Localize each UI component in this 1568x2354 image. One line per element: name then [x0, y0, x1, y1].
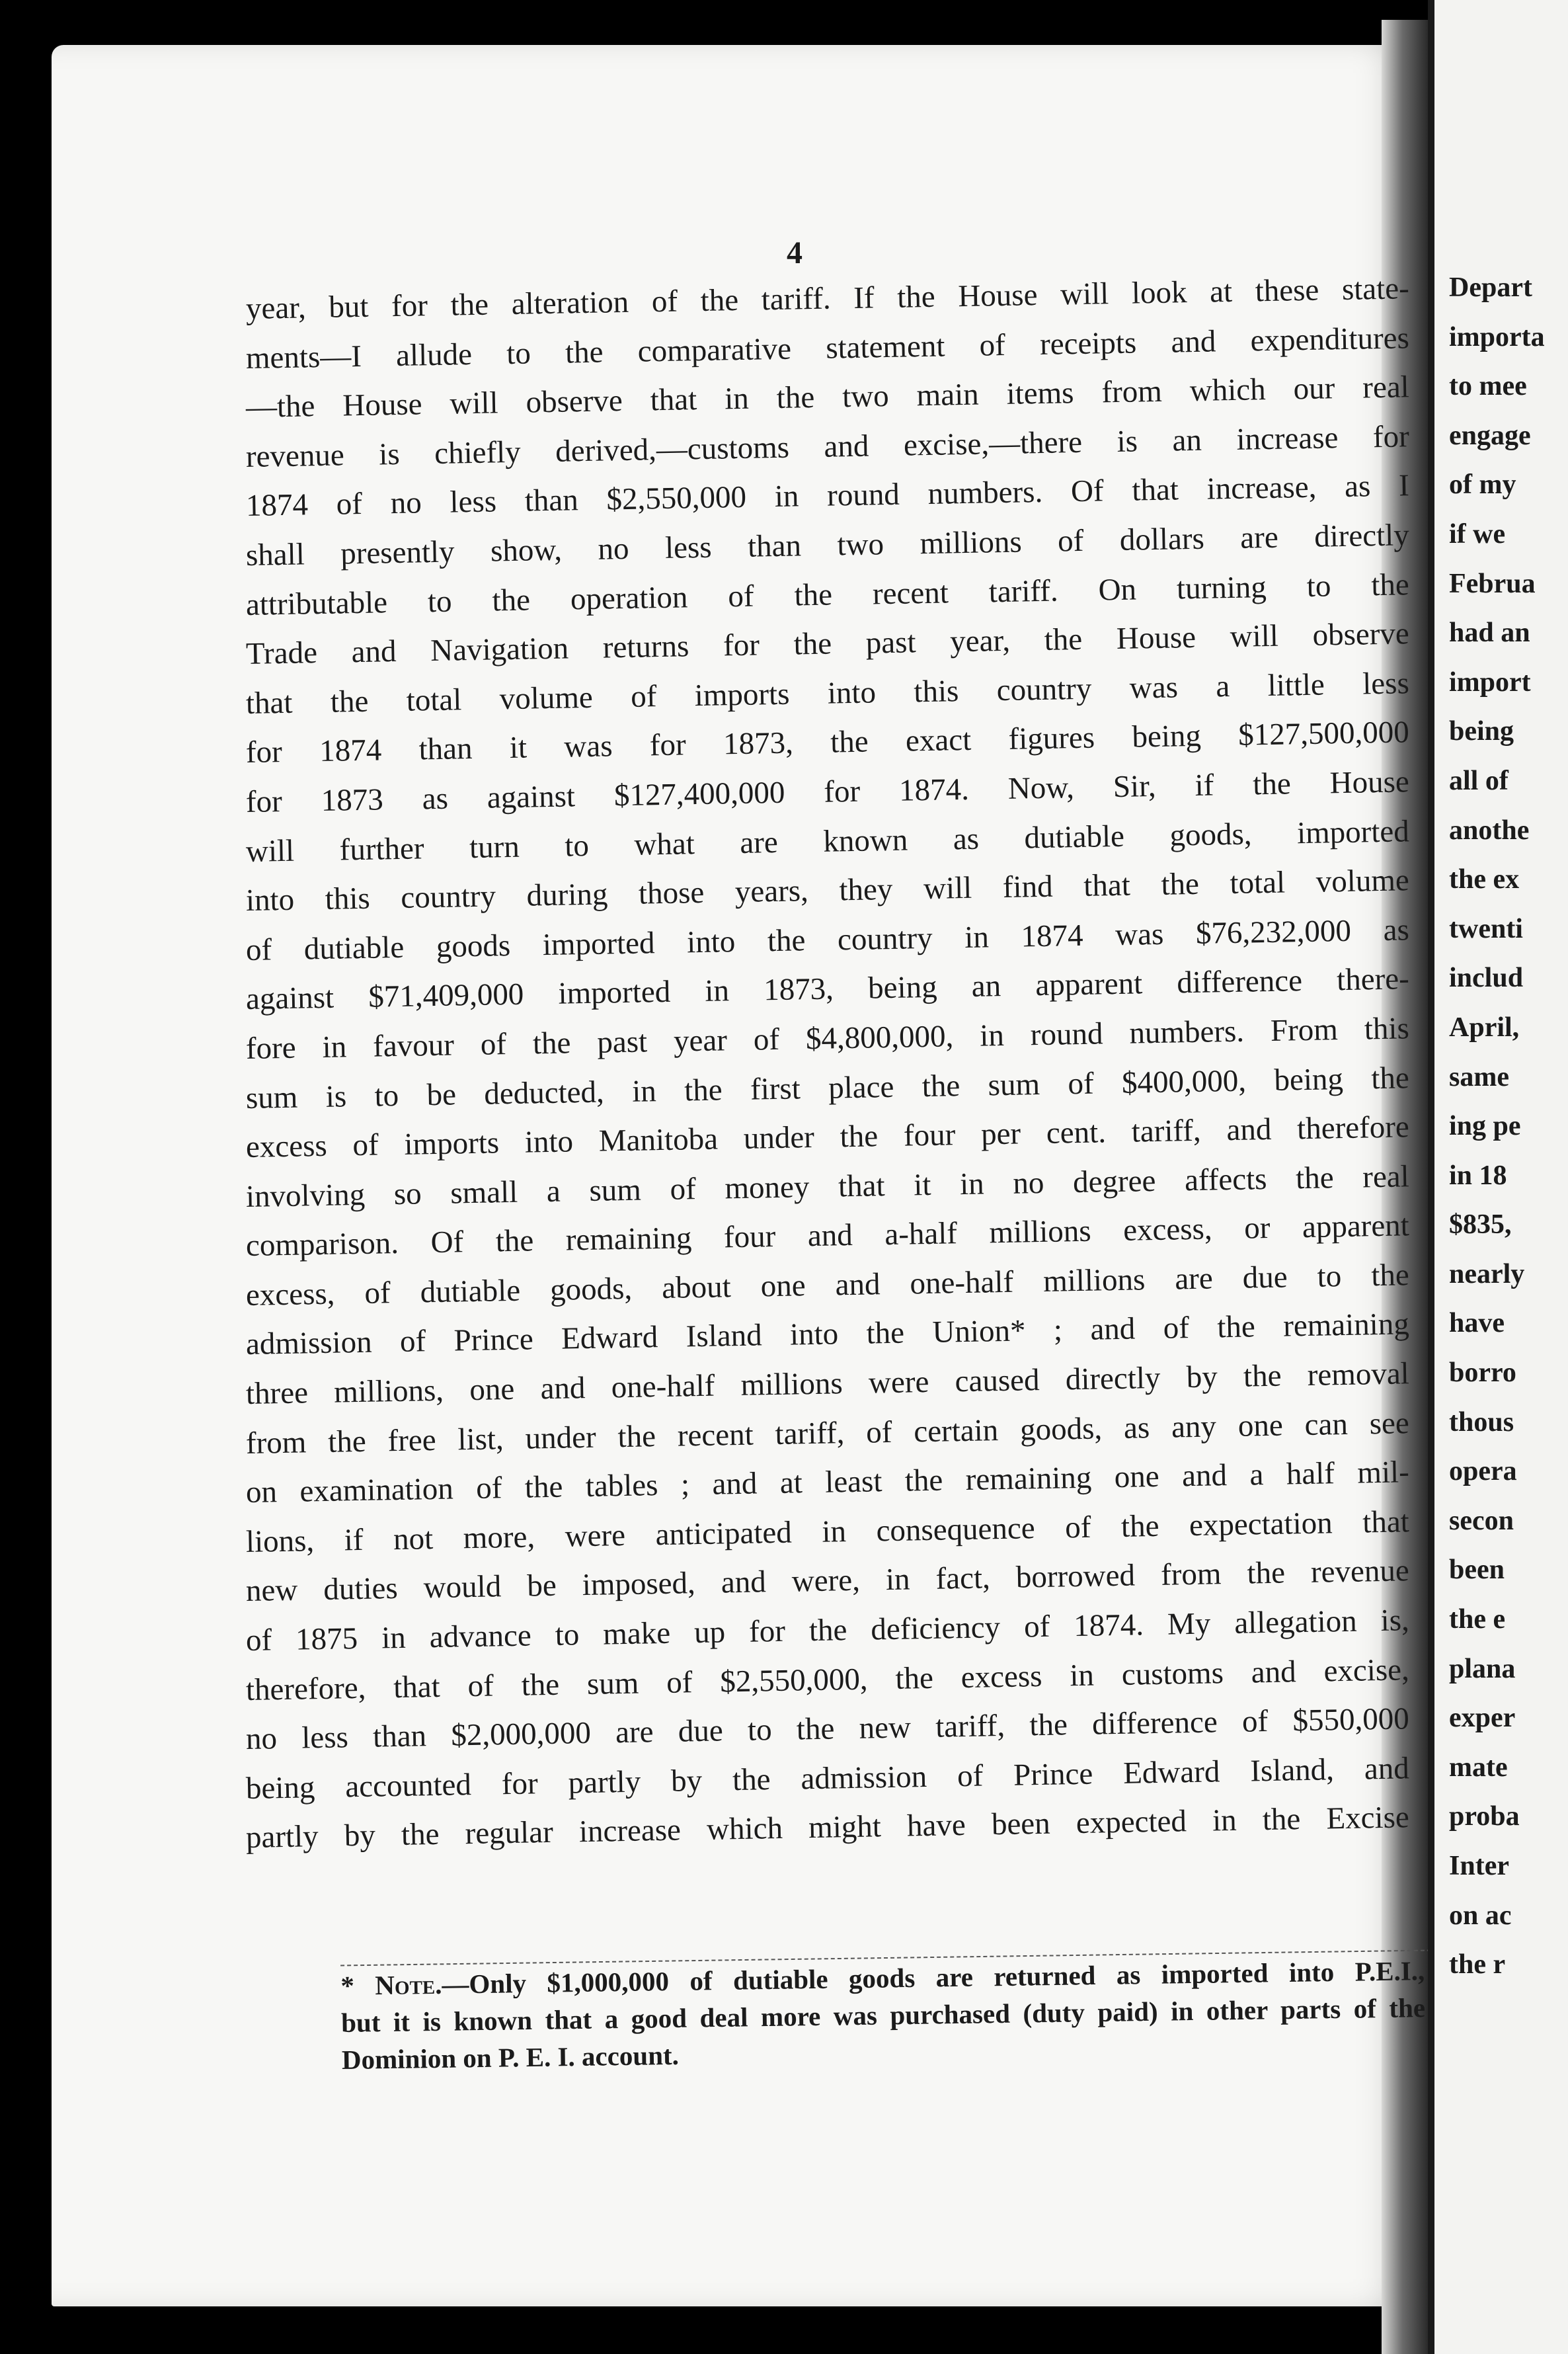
text-line: excess, of dutiable goods, about one and one-half millions are due to the [245, 1258, 1410, 1313]
text-line: lions, if not more, were anticipated in consequence of the expectation that [245, 1504, 1410, 1559]
footnote-label: Note. [375, 1968, 442, 2001]
text-line: excess of imports into Manitoba under the four per cent. tariff, and therefore [245, 1110, 1410, 1165]
facing-page-line: of my [1449, 469, 1516, 501]
text-line: partly by the regular increase which might have been expected in the Excise [245, 1800, 1410, 1855]
text-line: three millions, one and one-half millions were caused directly by the removal [245, 1356, 1410, 1412]
text-line: of dutiable goods imported into the country in 1874 was $76,232,000 as [245, 913, 1410, 967]
text-line: comparison. Of the remaining four and a-half millions excess, or apparent [245, 1208, 1410, 1264]
footnote-line: Dominion on P. E. I. account. [341, 2039, 680, 2075]
text-line: therefore, that of the sum of $2,550,000, the excess in customs and excise, [245, 1652, 1410, 1707]
text-line: 1874 of no less than $2,550,000 in round numbers. Of that increase, as I [245, 468, 1410, 524]
facing-page-line: all of [1449, 765, 1509, 796]
facing-page-line: exper [1449, 1703, 1516, 1734]
facing-page-line: proba [1449, 1801, 1520, 1832]
footnote-text: —Only $1,000,000 of dutiable goods are returned as imported into P.E.I., [442, 1955, 1425, 2000]
facing-page-line: the e [1449, 1604, 1506, 1635]
facing-page-line: ing pe [1449, 1111, 1521, 1142]
facing-page-line: the r [1449, 1949, 1506, 1980]
text-line: for 1874 than it was for 1873, the exact figures being $127,500,000 [245, 715, 1410, 770]
facing-page-line: secon [1449, 1505, 1514, 1536]
footnote-line: but it is known that a good deal more was purchased (duty paid) in other parts of the [340, 1992, 1426, 2038]
text-line: against $71,409,000 imported in 1873, being an apparent difference there- [245, 961, 1410, 1017]
facing-page-line: being [1449, 716, 1514, 747]
facing-page-line: on ac [1449, 1900, 1512, 1931]
text-line: involving so small a sum of money that it in no degree affects the real [245, 1158, 1410, 1214]
facing-page-text [1449, 263, 1545, 1990]
facing-page-line: April, [1449, 1012, 1520, 1043]
text-line: for 1873 as against $127,400,000 for 1874. Now, Sir, if the House [245, 764, 1410, 819]
text-line: that the total volume of imports into this country was a little less [245, 666, 1410, 721]
facing-page-line: borro [1449, 1358, 1516, 1389]
facing-page-line: includ [1449, 963, 1524, 994]
text-line: of 1875 in advance to make up for the deficiency of 1874. My allegation is, [245, 1603, 1410, 1658]
body-text [245, 271, 1410, 1863]
text-line: will further turn to what are known as dutiable goods, imported [245, 813, 1410, 869]
text-line: being accounted for partly by the admission of Prince Edward Island, and [245, 1751, 1410, 1806]
text-line: Trade and Navigation returns for the past year, the House will observe [245, 616, 1410, 672]
facing-page-line: Depart [1449, 272, 1532, 303]
facing-page-line: been [1449, 1555, 1505, 1586]
footnote-marker: * [340, 1970, 375, 2001]
facing-page-line: if we [1449, 518, 1506, 549]
text-line: new duties would be imposed, and were, in fact, borrowed from the revenue [245, 1553, 1410, 1609]
facing-page-line: to mee [1449, 371, 1527, 402]
text-line: fore in favour of the past year of $4,800,000, in round numbers. From this [245, 1011, 1410, 1066]
text-line: admission of Prince Edward Island into the Union* ; and of the remaining [245, 1307, 1410, 1362]
facing-page-line: had an [1449, 618, 1530, 649]
text-line: —the House will observe that in the two main items from which our real [245, 370, 1410, 425]
facing-page-line: Inter [1449, 1851, 1509, 1881]
page-number: 4 [787, 235, 803, 270]
facing-page-line: engage [1449, 420, 1531, 451]
facing-page-line: in 18 [1449, 1160, 1507, 1191]
text-line: into this country during those years, they will find that the total volume [245, 863, 1410, 918]
text-line: on examination of the tables ; and at least the remaining one and a half mil- [245, 1455, 1410, 1510]
text-line: revenue is chiefly derived,—customs and excise,—there is an increase for [245, 419, 1410, 474]
facing-page-line: same [1449, 1061, 1509, 1092]
facing-page-line: nearly [1449, 1258, 1525, 1289]
facing-page-line: anothe [1449, 815, 1530, 846]
facing-page-line: thous [1449, 1406, 1514, 1438]
facing-page-line: import [1449, 667, 1531, 698]
text-line: shall presently show, no less than two millions of dollars are directly [245, 518, 1410, 573]
text-line: sum is to be deducted, in the first place the sum of $400,000, being the [245, 1060, 1410, 1116]
facing-page-line: twenti [1449, 913, 1523, 944]
footnote [340, 1952, 1426, 2078]
facing-page-line: importa [1449, 321, 1545, 352]
text-line: no less than $2,000,000 are due to the new tariff, the difference of $550,000 [245, 1701, 1410, 1757]
facing-page-line: $835, [1449, 1209, 1512, 1240]
facing-page-line: mate [1449, 1752, 1508, 1783]
facing-page-line: Februa [1449, 568, 1536, 599]
facing-page-line: plana [1449, 1653, 1516, 1684]
facing-page-line: have [1449, 1308, 1505, 1339]
text-line: ments—I allude to the comparative statement of receipts and expenditures [245, 320, 1410, 376]
text-line: from the free list, under the recent tariff, of certain goods, as any one can see [245, 1405, 1410, 1461]
facing-page-edge [1428, 0, 1568, 2354]
facing-page-line: the ex [1449, 864, 1520, 895]
text-line: attributable to the operation of the recent tariff. On turning to the [245, 567, 1410, 622]
facing-page-line: opera [1449, 1456, 1517, 1487]
text-line: year, but for the alteration of the tariff. If the House will look at these state- [245, 271, 1410, 326]
